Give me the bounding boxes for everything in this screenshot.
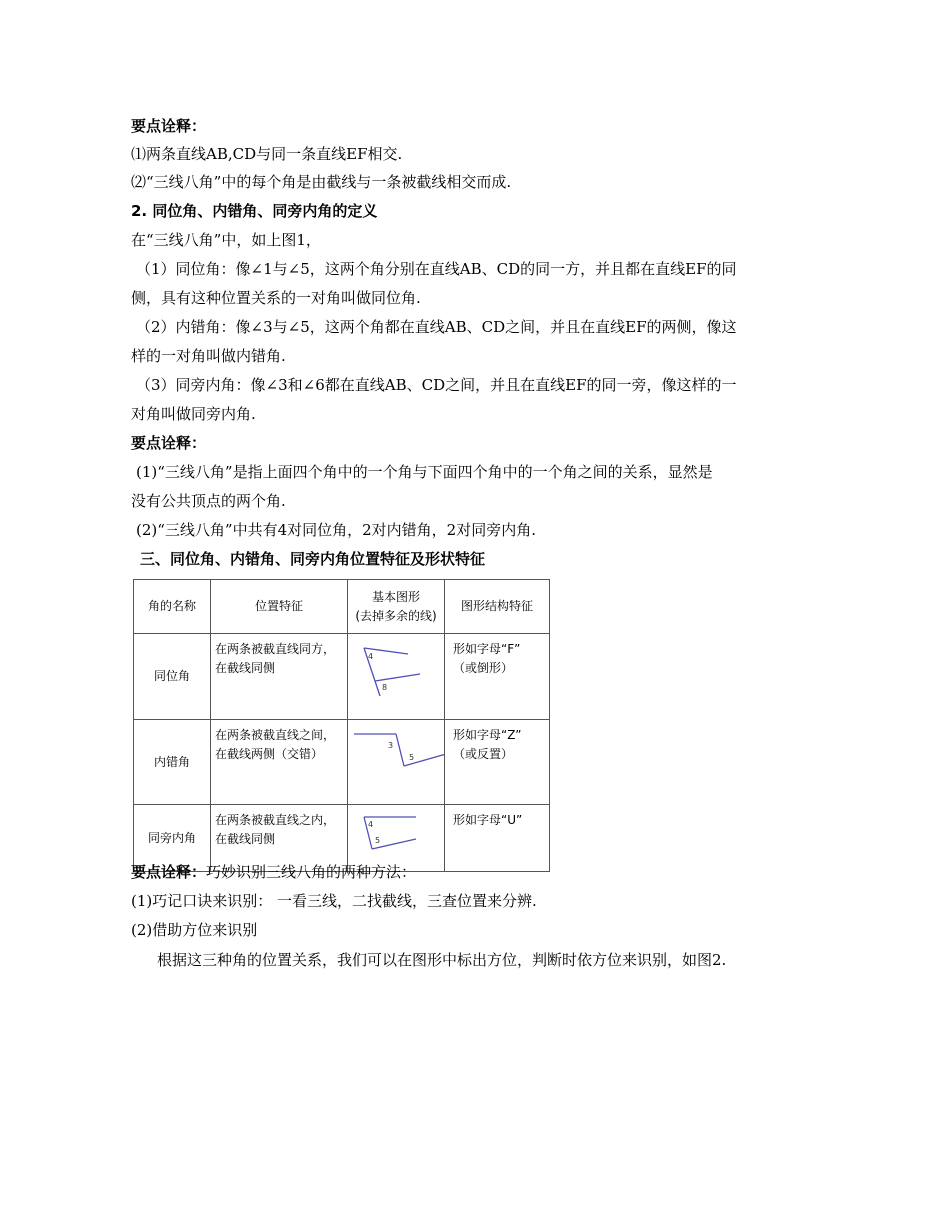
corresponding-angles-figure: [348, 634, 444, 713]
angle-label: 4: [368, 652, 374, 661]
paragraph-line: (2)“三线八角”中共有4对同位角，2对内错角，2对同旁内角.: [136, 521, 536, 539]
header-basic-figure: [348, 580, 445, 634]
cell-name: 内错角: [134, 720, 211, 805]
table-header-row: [134, 580, 550, 634]
paragraph-line: 样的一对角叫做内错角.: [131, 347, 286, 365]
paragraph-line: （1）同位角：像∠1与∠5，这两个角分别在直线AB、CD的同一方，并且都在直线EF的同: [136, 260, 737, 278]
paragraph-line: ⑴两条直线AB,CD与同一条直线EF相交.: [131, 145, 403, 163]
shape-text: 形如字母“F”: [453, 642, 521, 656]
key-point-heading-1: 要点诠释：: [131, 117, 207, 135]
cell-position: 在两条被截直线之内，在截线同侧: [211, 805, 348, 872]
key-point-text: 巧妙识别三线八角的两种方法：: [206, 863, 417, 881]
angle-label: 8: [382, 683, 388, 692]
header-shape: 图形结构特征: [445, 580, 550, 634]
cell-figure: [348, 720, 445, 805]
key-point-label: 要点诠释：: [131, 863, 207, 881]
paragraph-line: 侧，具有这种位置关系的一对角叫做同位角.: [131, 289, 421, 307]
header-name: 角的名称: [134, 580, 211, 634]
angle-feature-table: [133, 579, 550, 872]
key-point-line: [131, 862, 416, 882]
table-row: [134, 634, 550, 720]
key-point-heading-2: 要点诠释：: [131, 434, 207, 452]
paragraph-line: (1)“三线八角”是指上面四个角中的一个角与下面四个角中的一个角之间的关系，显然是: [136, 463, 713, 481]
section-heading-2: 2. 同位角、内错角、同旁内角的定义: [131, 202, 378, 220]
header-basic-figure-line1: 基本图形: [371, 589, 420, 604]
angle-label: 4: [368, 820, 374, 829]
paragraph-line: 在“三线八角”中，如上图1，: [131, 231, 321, 249]
table-row: [134, 720, 550, 805]
cell-shape: [445, 720, 550, 805]
cell-name: 同旁内角: [134, 805, 211, 872]
shape-text: 形如字母“U”: [453, 813, 523, 827]
cell-figure: [348, 634, 445, 720]
alternate-angles-figure: [348, 720, 444, 798]
header-basic-figure-line2: (去掉多余的线): [355, 608, 437, 623]
shape-text: 形如字母“Z”: [453, 728, 522, 742]
co-interior-angles-figure: [348, 805, 444, 865]
cell-shape: [445, 634, 550, 720]
paragraph-line: 根据这三种角的位置关系，我们可以在图形中标出方位，判断时依方位来识别，如图2.: [157, 951, 727, 969]
paragraph-line: (2)借助方位来识别: [131, 921, 258, 939]
paragraph-line: ⑵“三线八角”中的每个角是由截线与一条被截线相交而成.: [131, 173, 512, 191]
paragraph-line: (1)巧记口诀来识别： 一看三线，二找截线，三查位置来分辨.: [131, 892, 537, 910]
cell-position: 在两条被截直线之间，在截线两侧（交错）: [211, 720, 348, 805]
header-position: 位置特征: [211, 580, 348, 634]
paragraph-line: （3）同旁内角：像∠3和∠6都在直线AB、CD之间，并且在直线EF的同一旁，像这样的一: [136, 376, 737, 394]
cell-name: 同位角: [134, 634, 211, 720]
paragraph-line: 对角叫做同旁内角.: [131, 405, 256, 423]
shape-text: （或倒形）: [453, 661, 514, 675]
shape-text: （或反置）: [453, 747, 514, 761]
paragraph-line: （2）内错角：像∠3与∠5，这两个角都在直线AB、CD之间，并且在直线EF的两侧，像这: [136, 318, 737, 336]
cell-shape: [445, 805, 550, 872]
angle-label: 5: [409, 753, 415, 762]
cell-position: 在两条被截直线同方，在截线同侧: [211, 634, 348, 720]
angle-label: 3: [388, 741, 394, 750]
paragraph-line: 没有公共顶点的两个角.: [131, 492, 286, 510]
angle-label: 5: [375, 836, 381, 845]
section-heading-3: 三、同位角、内错角、同旁内角位置特征及形状特征: [140, 550, 486, 568]
